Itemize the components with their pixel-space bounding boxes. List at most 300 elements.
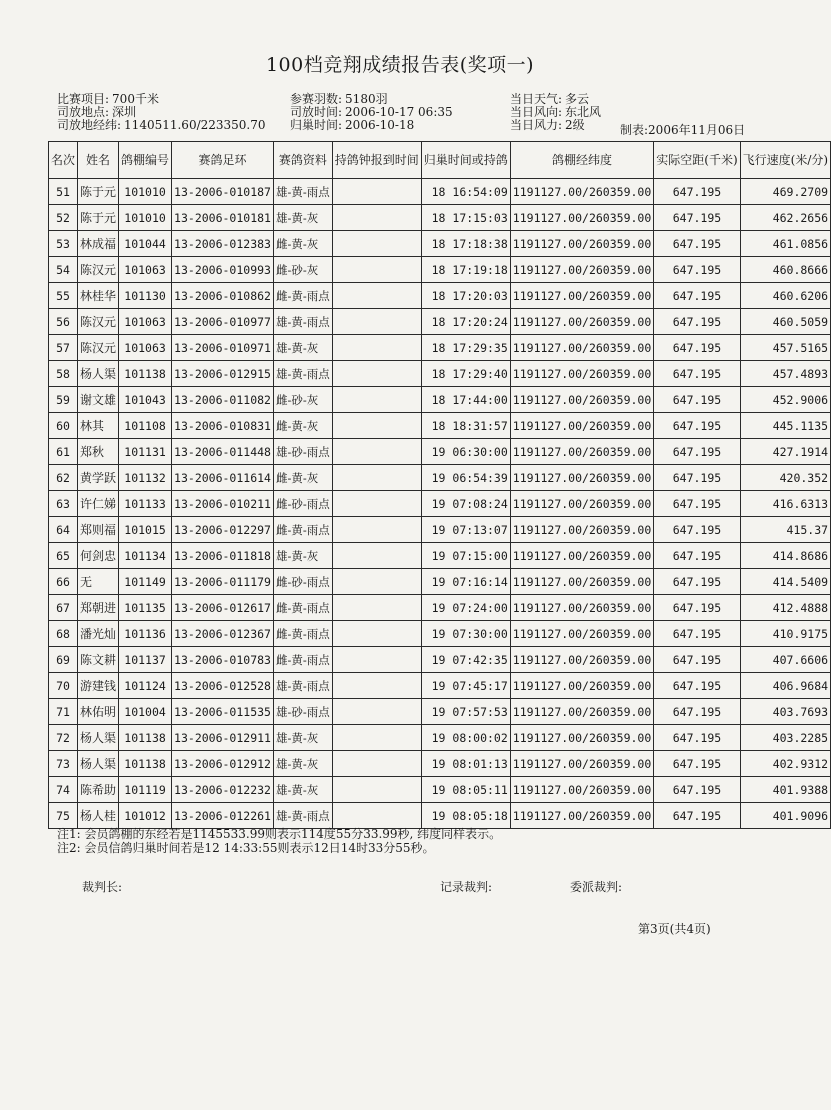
table-row xyxy=(49,231,831,257)
note-1: 注1: 会员鸽棚的东经若是1145533.99则表示114度55分33.99秒, 纬度同样表示。 xyxy=(57,827,502,841)
cell-distance: 647.195 xyxy=(654,335,740,361)
cell-loft-no: 101138 xyxy=(119,361,172,387)
cell-ring: 13-2006-012232 xyxy=(172,777,274,803)
cell-rank: 55 xyxy=(49,283,78,309)
cell-distance: 647.195 xyxy=(654,751,740,777)
table-header-row xyxy=(49,142,831,179)
header-pigeon-info: 赛鸽资料 xyxy=(273,142,332,179)
cell-loft-no: 101119 xyxy=(119,777,172,803)
cell-loft-no: 101149 xyxy=(119,569,172,595)
cell-name: 陈于元 xyxy=(78,179,119,205)
cell-return-time: 19 07:08:24 xyxy=(421,491,510,517)
cell-name: 林佑明 xyxy=(78,699,119,725)
cell-rank: 56 xyxy=(49,309,78,335)
cell-rank: 60 xyxy=(49,413,78,439)
cell-speed: 410.9175 xyxy=(740,621,830,647)
cell-name: 陈汉元 xyxy=(78,257,119,283)
return-time-label: 归巢时间: xyxy=(290,118,343,132)
cell-loft-coords: 1191127.00/260359.00 xyxy=(510,517,653,543)
table-row xyxy=(49,595,831,621)
cell-pigeon-info: 雌-黄-雨点 xyxy=(273,621,332,647)
cell-loft-no: 101130 xyxy=(119,283,172,309)
cell-loft-no: 101134 xyxy=(119,543,172,569)
cell-speed: 412.4888 xyxy=(740,595,830,621)
cell-pigeon-info: 雌-黄-雨点 xyxy=(273,647,332,673)
record-judge: 记录裁判: xyxy=(440,880,493,894)
wind-force-label: 当日风力: xyxy=(510,118,563,132)
cell-distance: 647.195 xyxy=(654,309,740,335)
cell-name: 何剑忠 xyxy=(78,543,119,569)
cell-loft-no: 101004 xyxy=(119,699,172,725)
cell-ring: 13-2006-010181 xyxy=(172,205,274,231)
cell-name: 黄学跃 xyxy=(78,465,119,491)
table-row xyxy=(49,283,831,309)
cell-rank: 64 xyxy=(49,517,78,543)
cell-rank: 67 xyxy=(49,595,78,621)
table-row xyxy=(49,647,831,673)
cell-loft-no: 101012 xyxy=(119,803,172,829)
cell-clock-time xyxy=(332,257,421,283)
table-row xyxy=(49,777,831,803)
cell-rank: 53 xyxy=(49,231,78,257)
cell-name: 杨人渠 xyxy=(78,751,119,777)
release-place-label: 司放地点: xyxy=(57,105,110,119)
release-place-value: 深圳 xyxy=(112,105,137,119)
cell-loft-coords: 1191127.00/260359.00 xyxy=(510,465,653,491)
cell-ring: 13-2006-010971 xyxy=(172,335,274,361)
cell-distance: 647.195 xyxy=(654,621,740,647)
cell-rank: 51 xyxy=(49,179,78,205)
cell-return-time: 19 07:24:00 xyxy=(421,595,510,621)
cell-loft-no: 101138 xyxy=(119,751,172,777)
cell-distance: 647.195 xyxy=(654,569,740,595)
cell-return-time: 19 07:45:17 xyxy=(421,673,510,699)
cell-pigeon-info: 雌-黄-雨点 xyxy=(273,283,332,309)
cell-speed: 452.9006 xyxy=(740,387,830,413)
cell-ring: 13-2006-010977 xyxy=(172,309,274,335)
cell-loft-coords: 1191127.00/260359.00 xyxy=(510,335,653,361)
cell-rank: 62 xyxy=(49,465,78,491)
cell-distance: 647.195 xyxy=(654,361,740,387)
cell-speed: 420.352 xyxy=(740,465,830,491)
cell-loft-coords: 1191127.00/260359.00 xyxy=(510,361,653,387)
cell-pigeon-info: 雌-砂-雨点 xyxy=(273,569,332,595)
cell-distance: 647.195 xyxy=(654,517,740,543)
release-time-value: 2006-10-17 06:35 xyxy=(345,105,453,119)
cell-name: 杨人桂 xyxy=(78,803,119,829)
note-2: 注2: 会员信鸽归巢时间若是12 14:33:55则表示12日14时33分55秒。 xyxy=(57,841,435,855)
cell-ring: 13-2006-011614 xyxy=(172,465,274,491)
table-row xyxy=(49,387,831,413)
cell-name: 陈汉元 xyxy=(78,335,119,361)
table-row xyxy=(49,621,831,647)
cell-pigeon-info: 雄-黄-灰 xyxy=(273,335,332,361)
cell-clock-time xyxy=(332,621,421,647)
cell-clock-time xyxy=(332,751,421,777)
cell-name: 陈汉元 xyxy=(78,309,119,335)
cell-return-time: 19 08:05:18 xyxy=(421,803,510,829)
cell-name: 郑则福 xyxy=(78,517,119,543)
cell-loft-coords: 1191127.00/260359.00 xyxy=(510,673,653,699)
header-rank: 名次 xyxy=(49,142,78,179)
cell-name: 谢文雄 xyxy=(78,387,119,413)
cell-loft-coords: 1191127.00/260359.00 xyxy=(510,751,653,777)
cell-clock-time xyxy=(332,569,421,595)
wind-dir-value: 东北风 xyxy=(565,105,602,119)
cell-return-time: 18 17:19:18 xyxy=(421,257,510,283)
cell-ring: 13-2006-010862 xyxy=(172,283,274,309)
cell-name: 林成福 xyxy=(78,231,119,257)
cell-distance: 647.195 xyxy=(654,491,740,517)
cell-speed: 427.1914 xyxy=(740,439,830,465)
cell-ring: 13-2006-012912 xyxy=(172,751,274,777)
header-distance: 实际空距(千米) xyxy=(654,142,740,179)
cell-clock-time xyxy=(332,543,421,569)
cell-distance: 647.195 xyxy=(654,673,740,699)
header-clock-time: 持鸽钟报到时间 xyxy=(332,142,421,179)
cell-loft-coords: 1191127.00/260359.00 xyxy=(510,309,653,335)
cell-ring: 13-2006-012915 xyxy=(172,361,274,387)
cell-loft-no: 101010 xyxy=(119,179,172,205)
cell-pigeon-info: 雄-砂-雨点 xyxy=(273,439,332,465)
table-row xyxy=(49,803,831,829)
cell-distance: 647.195 xyxy=(654,283,740,309)
results-table xyxy=(48,141,831,829)
cell-return-time: 18 16:54:09 xyxy=(421,179,510,205)
info-left xyxy=(57,93,266,132)
cell-ring: 13-2006-010783 xyxy=(172,647,274,673)
cell-rank: 57 xyxy=(49,335,78,361)
cell-name: 潘光灿 xyxy=(78,621,119,647)
cell-loft-coords: 1191127.00/260359.00 xyxy=(510,179,653,205)
table-row xyxy=(49,699,831,725)
cell-speed: 415.37 xyxy=(740,517,830,543)
table-row xyxy=(49,439,831,465)
wind-dir-label: 当日风向: xyxy=(510,105,563,119)
cell-clock-time xyxy=(332,803,421,829)
cell-distance: 647.195 xyxy=(654,803,740,829)
cell-speed: 457.4893 xyxy=(740,361,830,387)
table-row xyxy=(49,751,831,777)
cell-rank: 54 xyxy=(49,257,78,283)
cell-return-time: 19 07:57:53 xyxy=(421,699,510,725)
wind-force-value: 2级 xyxy=(565,118,585,132)
table-row xyxy=(49,465,831,491)
cell-return-time: 19 07:15:00 xyxy=(421,543,510,569)
cell-pigeon-info: 雄-黄-雨点 xyxy=(273,361,332,387)
cell-ring: 13-2006-010211 xyxy=(172,491,274,517)
cell-distance: 647.195 xyxy=(654,465,740,491)
cell-loft-no: 101063 xyxy=(119,335,172,361)
weather-value: 多云 xyxy=(565,92,590,106)
cell-return-time: 19 07:42:35 xyxy=(421,647,510,673)
cell-loft-coords: 1191127.00/260359.00 xyxy=(510,413,653,439)
cell-loft-coords: 1191127.00/260359.00 xyxy=(510,257,653,283)
release-coords-label: 司放地经纬: xyxy=(57,118,122,132)
table-row xyxy=(49,205,831,231)
cell-distance: 647.195 xyxy=(654,439,740,465)
cell-name: 杨人渠 xyxy=(78,725,119,751)
cell-rank: 61 xyxy=(49,439,78,465)
cell-ring: 13-2006-012911 xyxy=(172,725,274,751)
cell-clock-time xyxy=(332,309,421,335)
made-date xyxy=(620,121,745,138)
cell-speed: 469.2709 xyxy=(740,179,830,205)
cell-loft-no: 101135 xyxy=(119,595,172,621)
cell-speed: 457.5165 xyxy=(740,335,830,361)
table-row xyxy=(49,543,831,569)
cell-loft-no: 101043 xyxy=(119,387,172,413)
return-time-value: 2006-10-18 xyxy=(345,118,415,132)
cell-clock-time xyxy=(332,439,421,465)
cell-ring: 13-2006-011179 xyxy=(172,569,274,595)
race-item-value: 700千米 xyxy=(112,92,159,106)
cell-return-time: 19 08:00:02 xyxy=(421,725,510,751)
cell-clock-time xyxy=(332,673,421,699)
cell-speed: 462.2656 xyxy=(740,205,830,231)
cell-ring: 13-2006-011082 xyxy=(172,387,274,413)
cell-loft-no: 101010 xyxy=(119,205,172,231)
cell-rank: 73 xyxy=(49,751,78,777)
cell-loft-coords: 1191127.00/260359.00 xyxy=(510,205,653,231)
cell-clock-time xyxy=(332,699,421,725)
cell-loft-no: 101015 xyxy=(119,517,172,543)
cell-rank: 69 xyxy=(49,647,78,673)
cell-loft-no: 101108 xyxy=(119,413,172,439)
cell-speed: 445.1135 xyxy=(740,413,830,439)
cell-ring: 13-2006-012383 xyxy=(172,231,274,257)
cell-rank: 59 xyxy=(49,387,78,413)
cell-loft-coords: 1191127.00/260359.00 xyxy=(510,543,653,569)
cell-return-time: 18 17:15:03 xyxy=(421,205,510,231)
cell-name: 陈于元 xyxy=(78,205,119,231)
chief-judge: 裁判长: xyxy=(82,880,123,894)
cell-distance: 647.195 xyxy=(654,725,740,751)
table-row xyxy=(49,335,831,361)
entries-label: 参赛羽数: xyxy=(290,92,343,106)
cell-pigeon-info: 雌-砂-雨点 xyxy=(273,491,332,517)
entries-value: 5180羽 xyxy=(345,92,388,106)
cell-ring: 13-2006-011535 xyxy=(172,699,274,725)
cell-return-time: 19 07:30:00 xyxy=(421,621,510,647)
cell-clock-time xyxy=(332,725,421,751)
table-row xyxy=(49,569,831,595)
appointed-judge: 委派裁判: xyxy=(570,880,623,894)
table-row xyxy=(49,673,831,699)
cell-pigeon-info: 雌-砂-灰 xyxy=(273,257,332,283)
cell-clock-time xyxy=(332,283,421,309)
release-time-label: 司放时间: xyxy=(290,105,343,119)
table-row xyxy=(49,413,831,439)
cell-speed: 406.9684 xyxy=(740,673,830,699)
cell-speed: 401.9096 xyxy=(740,803,830,829)
notes xyxy=(57,827,501,855)
page-indicator: 第3页(共4页) xyxy=(638,922,711,936)
cell-return-time: 18 17:29:35 xyxy=(421,335,510,361)
cell-clock-time xyxy=(332,335,421,361)
table-row xyxy=(49,361,831,387)
cell-pigeon-info: 雌-黄-灰 xyxy=(273,465,332,491)
cell-loft-coords: 1191127.00/260359.00 xyxy=(510,491,653,517)
cell-return-time: 18 17:29:40 xyxy=(421,361,510,387)
race-item-label: 比赛项目: xyxy=(57,92,110,106)
table-body xyxy=(49,179,831,829)
header-speed: 飞行速度(米/分) xyxy=(740,142,830,179)
cell-speed: 460.6206 xyxy=(740,283,830,309)
cell-speed: 401.9388 xyxy=(740,777,830,803)
cell-speed: 402.9312 xyxy=(740,751,830,777)
cell-ring: 13-2006-011818 xyxy=(172,543,274,569)
cell-pigeon-info: 雄-黄-雨点 xyxy=(273,673,332,699)
cell-name: 杨人渠 xyxy=(78,361,119,387)
cell-pigeon-info: 雄-黄-雨点 xyxy=(273,803,332,829)
cell-pigeon-info: 雌-黄-灰 xyxy=(273,413,332,439)
cell-loft-coords: 1191127.00/260359.00 xyxy=(510,231,653,257)
cell-pigeon-info: 雄-砂-雨点 xyxy=(273,699,332,725)
report-title: 100档竞翔成绩报告表(奖项一) xyxy=(265,54,535,76)
cell-clock-time xyxy=(332,179,421,205)
table-row xyxy=(49,309,831,335)
cell-distance: 647.195 xyxy=(654,777,740,803)
cell-return-time: 18 18:31:57 xyxy=(421,413,510,439)
cell-pigeon-info: 雄-黄-雨点 xyxy=(273,309,332,335)
cell-distance: 647.195 xyxy=(654,647,740,673)
cell-ring: 13-2006-012261 xyxy=(172,803,274,829)
cell-name: 无 xyxy=(78,569,119,595)
cell-return-time: 19 08:01:13 xyxy=(421,751,510,777)
cell-name: 许仁娣 xyxy=(78,491,119,517)
cell-pigeon-info: 雄-黄-灰 xyxy=(273,751,332,777)
cell-loft-no: 101136 xyxy=(119,621,172,647)
cell-loft-no: 101044 xyxy=(119,231,172,257)
cell-return-time: 19 06:54:39 xyxy=(421,465,510,491)
header-loft-no: 鸽棚编号 xyxy=(119,142,172,179)
cell-return-time: 19 06:30:00 xyxy=(421,439,510,465)
cell-name: 林桂华 xyxy=(78,283,119,309)
cell-ring: 13-2006-012367 xyxy=(172,621,274,647)
cell-speed: 403.7693 xyxy=(740,699,830,725)
cell-return-time: 18 17:18:38 xyxy=(421,231,510,257)
cell-loft-coords: 1191127.00/260359.00 xyxy=(510,387,653,413)
cell-ring: 13-2006-012297 xyxy=(172,517,274,543)
cell-rank: 58 xyxy=(49,361,78,387)
cell-pigeon-info: 雌-砂-灰 xyxy=(273,387,332,413)
table-row xyxy=(49,725,831,751)
cell-return-time: 19 07:16:14 xyxy=(421,569,510,595)
cell-loft-no: 101137 xyxy=(119,647,172,673)
table-row xyxy=(49,517,831,543)
cell-rank: 72 xyxy=(49,725,78,751)
cell-ring: 13-2006-010993 xyxy=(172,257,274,283)
cell-speed: 403.2285 xyxy=(740,725,830,751)
cell-return-time: 19 07:13:07 xyxy=(421,517,510,543)
cell-clock-time xyxy=(332,595,421,621)
cell-distance: 647.195 xyxy=(654,257,740,283)
table-row xyxy=(49,257,831,283)
cell-distance: 647.195 xyxy=(654,413,740,439)
cell-loft-coords: 1191127.00/260359.00 xyxy=(510,283,653,309)
release-coords-value: 1140511.60/223350.70 xyxy=(124,118,266,132)
cell-name: 郑秋 xyxy=(78,439,119,465)
cell-loft-coords: 1191127.00/260359.00 xyxy=(510,699,653,725)
cell-pigeon-info: 雌-黄-雨点 xyxy=(273,595,332,621)
cell-return-time: 18 17:20:24 xyxy=(421,309,510,335)
header-return-time: 归巢时间或持鸽 xyxy=(421,142,510,179)
cell-speed: 416.6313 xyxy=(740,491,830,517)
cell-distance: 647.195 xyxy=(654,179,740,205)
cell-rank: 52 xyxy=(49,205,78,231)
cell-speed: 414.8686 xyxy=(740,543,830,569)
table-row xyxy=(49,179,831,205)
cell-loft-coords: 1191127.00/260359.00 xyxy=(510,725,653,751)
cell-name: 游建钱 xyxy=(78,673,119,699)
info-right xyxy=(510,93,601,132)
cell-distance: 647.195 xyxy=(654,699,740,725)
cell-speed: 460.8666 xyxy=(740,257,830,283)
cell-clock-time xyxy=(332,777,421,803)
cell-speed: 460.5059 xyxy=(740,309,830,335)
cell-rank: 71 xyxy=(49,699,78,725)
cell-clock-time xyxy=(332,517,421,543)
cell-clock-time xyxy=(332,231,421,257)
header-loft-coords: 鸽棚经纬度 xyxy=(510,142,653,179)
cell-ring: 13-2006-011448 xyxy=(172,439,274,465)
cell-pigeon-info: 雄-黄-灰 xyxy=(273,543,332,569)
cell-loft-no: 101063 xyxy=(119,257,172,283)
cell-distance: 647.195 xyxy=(654,205,740,231)
cell-speed: 414.5409 xyxy=(740,569,830,595)
cell-name: 陈文耕 xyxy=(78,647,119,673)
cell-loft-no: 101124 xyxy=(119,673,172,699)
cell-rank: 70 xyxy=(49,673,78,699)
cell-loft-coords: 1191127.00/260359.00 xyxy=(510,621,653,647)
cell-loft-coords: 1191127.00/260359.00 xyxy=(510,803,653,829)
header-ring: 赛鸽足环 xyxy=(172,142,274,179)
cell-distance: 647.195 xyxy=(654,231,740,257)
cell-rank: 75 xyxy=(49,803,78,829)
table-row xyxy=(49,491,831,517)
cell-rank: 74 xyxy=(49,777,78,803)
cell-clock-time xyxy=(332,465,421,491)
cell-clock-time xyxy=(332,491,421,517)
weather-label: 当日天气: xyxy=(510,92,563,106)
cell-loft-coords: 1191127.00/260359.00 xyxy=(510,647,653,673)
cell-ring: 13-2006-010187 xyxy=(172,179,274,205)
cell-name: 郑朝进 xyxy=(78,595,119,621)
cell-loft-no: 101138 xyxy=(119,725,172,751)
cell-ring: 13-2006-012528 xyxy=(172,673,274,699)
made-date-label: 制表: xyxy=(620,123,649,137)
header-name: 姓名 xyxy=(78,142,119,179)
cell-clock-time xyxy=(332,387,421,413)
info-middle xyxy=(290,93,453,132)
cell-distance: 647.195 xyxy=(654,387,740,413)
cell-return-time: 18 17:44:00 xyxy=(421,387,510,413)
cell-loft-coords: 1191127.00/260359.00 xyxy=(510,777,653,803)
cell-loft-no: 101132 xyxy=(119,465,172,491)
cell-pigeon-info: 雄-黄-灰 xyxy=(273,205,332,231)
cell-distance: 647.195 xyxy=(654,543,740,569)
cell-rank: 65 xyxy=(49,543,78,569)
cell-loft-coords: 1191127.00/260359.00 xyxy=(510,439,653,465)
cell-speed: 461.0856 xyxy=(740,231,830,257)
made-date-value: 2006年11月06日 xyxy=(648,123,746,137)
cell-pigeon-info: 雄-黄-灰 xyxy=(273,725,332,751)
cell-ring: 13-2006-010831 xyxy=(172,413,274,439)
cell-ring: 13-2006-012617 xyxy=(172,595,274,621)
cell-clock-time xyxy=(332,361,421,387)
cell-loft-coords: 1191127.00/260359.00 xyxy=(510,595,653,621)
